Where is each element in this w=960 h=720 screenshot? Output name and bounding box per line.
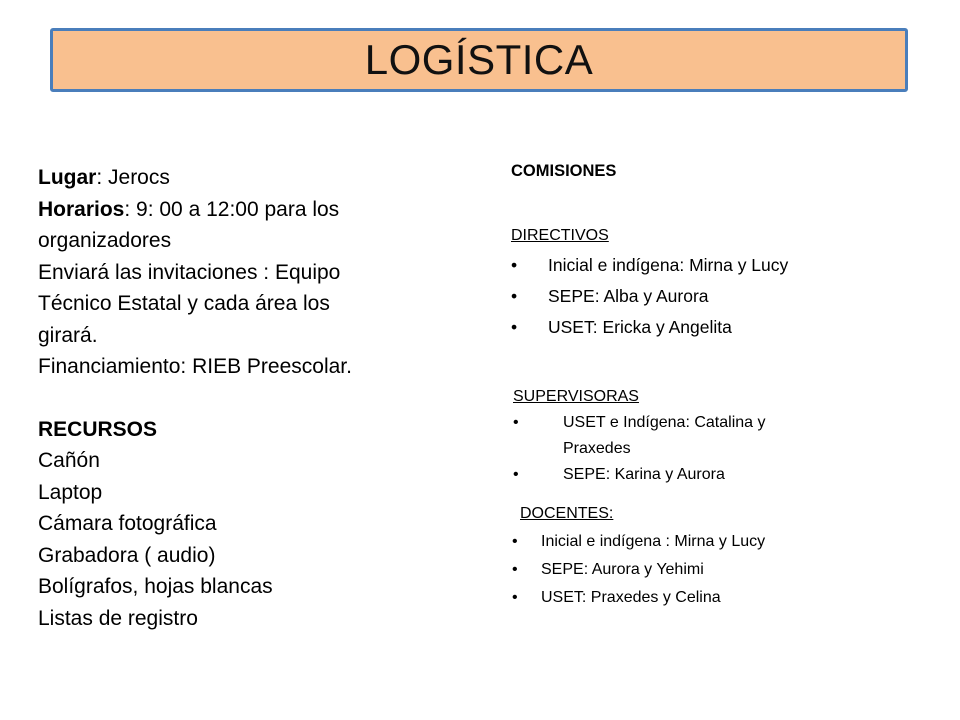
recurso-item: Cámara fotográfica bbox=[38, 512, 217, 535]
list-item: • USET: Ericka y Angelita bbox=[511, 312, 788, 343]
horarios-value: : 9: 00 a 12:00 para los bbox=[124, 197, 340, 221]
logistics-details bbox=[38, 162, 428, 634]
list-item: • Inicial e indígena : Mirna y Lucy bbox=[512, 528, 765, 556]
lugar-label: Lugar bbox=[38, 166, 97, 189]
lugar-value: : Jerocs bbox=[96, 166, 170, 189]
directivos-title: DIRECTIVOS bbox=[511, 227, 609, 244]
page-title: LOGÍSTICA bbox=[364, 36, 594, 83]
horarios-label: Horarios bbox=[38, 197, 125, 221]
horarios-continuation: organizadores bbox=[38, 229, 172, 252]
list-item: • SEPE: Alba y Aurora bbox=[511, 281, 788, 312]
supervisoras-title: SUPERVISORAS bbox=[513, 388, 639, 405]
docentes-title: DOCENTES: bbox=[520, 505, 614, 522]
directivos-section bbox=[511, 222, 788, 343]
list-item: • SEPE: Karina y Aurora bbox=[513, 462, 766, 488]
financiamiento-line: Financiamiento: RIEB Preescolar. bbox=[38, 355, 352, 378]
recurso-item: Grabadora ( audio) bbox=[38, 543, 216, 567]
list-item: • SEPE: Aurora y Yehimi bbox=[512, 556, 765, 584]
invitaciones-line-1: Enviará las invitaciones : Equipo bbox=[38, 260, 341, 284]
invitaciones-line-3: girará. bbox=[38, 323, 98, 347]
invitaciones-line-2: Técnico Estatal y cada área los bbox=[38, 292, 330, 315]
list-item-continuation: Praxedes bbox=[563, 440, 631, 457]
docentes-section bbox=[520, 500, 765, 612]
recurso-item: Bolígrafos, hojas blancas bbox=[38, 575, 273, 598]
lugar-line bbox=[38, 162, 428, 194]
list-item: • Inicial e indígena: Mirna y Lucy bbox=[511, 250, 788, 281]
title-banner bbox=[50, 28, 908, 92]
recurso-item: Listas de registro bbox=[38, 606, 198, 630]
list-item: • USET: Praxedes y Celina bbox=[512, 584, 765, 612]
list-item: • USET e Indígena: Catalina y bbox=[513, 410, 766, 436]
supervisoras-section bbox=[513, 384, 766, 488]
recurso-item: Laptop bbox=[38, 480, 103, 504]
recursos-title: RECURSOS bbox=[38, 417, 158, 441]
recurso-item: Cañón bbox=[38, 449, 100, 472]
comisiones-heading: COMISIONES bbox=[511, 162, 617, 180]
horarios-line bbox=[38, 194, 428, 226]
